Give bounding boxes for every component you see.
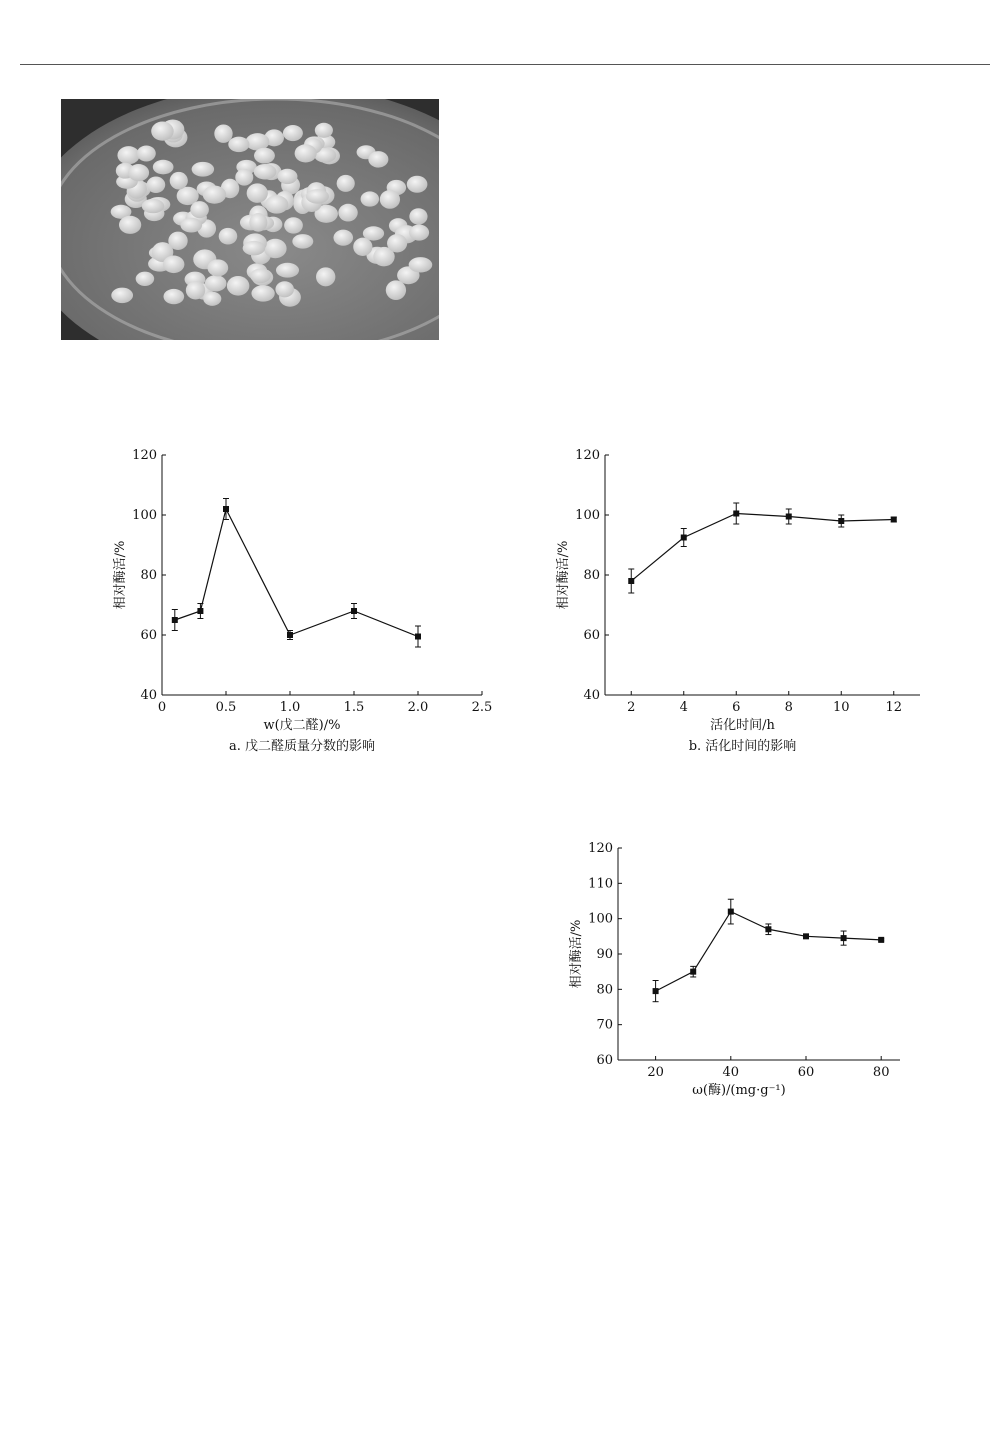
x-tick-label: 40 <box>722 1065 740 1080</box>
chart-a-glutaraldehyde <box>100 440 500 770</box>
y-tick-label: 60 <box>140 628 157 643</box>
bead <box>117 146 139 164</box>
bead <box>316 267 335 286</box>
bead <box>228 137 249 152</box>
y-axis-label: 相对酶活/% <box>569 919 584 989</box>
header-rule <box>20 64 990 65</box>
bead <box>283 125 303 141</box>
bead <box>254 148 275 164</box>
x-tick-label: 80 <box>872 1065 890 1080</box>
y-tick-label: 60 <box>596 1053 613 1068</box>
bead <box>203 292 221 306</box>
x-axis-label: w(戊二醛)/% <box>263 718 341 733</box>
bead <box>380 190 400 209</box>
data-point <box>891 517 897 523</box>
data-point <box>653 988 659 994</box>
x-tick-label: 0 <box>157 700 167 715</box>
bead <box>265 195 288 213</box>
data-point <box>628 578 634 584</box>
petri-dish-beads-photo <box>61 99 439 340</box>
bead <box>361 191 380 206</box>
bead <box>235 169 253 186</box>
y-tick-label: 80 <box>583 568 600 583</box>
series-line <box>631 514 894 582</box>
bead <box>186 281 205 299</box>
y-tick-label: 60 <box>583 628 600 643</box>
bead <box>203 186 226 204</box>
x-tick-label: 2.5 <box>471 700 493 715</box>
bead <box>180 218 202 233</box>
y-tick-label: 70 <box>596 1017 613 1033</box>
data-point <box>803 933 809 939</box>
data-point <box>733 511 739 517</box>
data-point <box>841 935 847 941</box>
y-tick-label: 100 <box>575 508 600 523</box>
bead <box>163 256 184 274</box>
bead <box>251 285 274 301</box>
x-tick-label: 1.5 <box>343 700 365 715</box>
bead <box>368 151 388 168</box>
y-tick-label: 80 <box>140 568 157 583</box>
bead <box>250 269 271 284</box>
bead <box>247 183 268 202</box>
bead <box>192 162 214 177</box>
bead <box>219 228 238 245</box>
chart-b-activation-time <box>520 440 920 770</box>
x-axis-label: 活化时间/h <box>710 718 775 733</box>
bead <box>214 124 232 142</box>
bead <box>409 225 429 241</box>
y-tick-label: 100 <box>132 508 157 523</box>
bead <box>151 122 173 141</box>
bead <box>137 145 156 161</box>
series-line <box>175 509 418 637</box>
y-tick-label: 120 <box>575 448 600 463</box>
x-tick-label: 6 <box>732 700 741 715</box>
bead <box>190 201 209 218</box>
chart-caption: b. 活化时间的影响 <box>688 739 797 754</box>
bead <box>227 276 250 296</box>
bead <box>205 275 227 291</box>
bead <box>387 234 407 252</box>
bead <box>275 281 294 297</box>
bead <box>119 216 141 234</box>
bead <box>295 144 317 162</box>
bead <box>409 208 427 224</box>
bead <box>111 288 133 303</box>
bead <box>277 169 297 184</box>
bead <box>136 272 154 286</box>
bead <box>407 176 428 193</box>
bead <box>315 123 333 138</box>
y-tick-label: 100 <box>588 911 613 927</box>
data-point <box>415 634 421 640</box>
data-point <box>351 608 357 614</box>
data-point <box>197 608 203 614</box>
bead <box>337 175 355 192</box>
data-point <box>838 518 844 524</box>
bead <box>170 172 188 190</box>
x-tick-label: 12 <box>885 700 903 715</box>
x-tick-label: 4 <box>679 700 688 715</box>
data-point <box>786 514 792 520</box>
data-point <box>681 535 687 541</box>
y-tick-label: 40 <box>583 688 600 703</box>
y-tick-label: 90 <box>596 947 613 962</box>
data-point <box>690 969 696 975</box>
bead <box>254 164 277 180</box>
bead <box>207 259 228 276</box>
y-tick-label: 120 <box>588 841 613 856</box>
bead <box>338 204 357 222</box>
x-tick-label: 60 <box>797 1065 815 1080</box>
bead <box>264 239 287 258</box>
y-tick-label: 120 <box>132 448 157 463</box>
y-axis-label: 相对酶活/% <box>556 540 571 610</box>
data-point <box>728 909 734 915</box>
bead <box>128 164 149 181</box>
data-point <box>172 617 178 623</box>
bead <box>163 289 184 304</box>
x-axis-label: ω(酶)/(mg·g⁻¹) <box>692 1083 786 1098</box>
bead <box>306 189 329 204</box>
bead <box>386 280 406 300</box>
data-point <box>223 506 229 512</box>
bead <box>353 238 372 256</box>
chart-c-enzyme-amount <box>550 830 920 1110</box>
bead <box>276 263 299 278</box>
x-tick-label: 0.5 <box>215 700 237 715</box>
data-point <box>765 926 771 932</box>
bead <box>284 217 303 233</box>
bead <box>147 177 166 193</box>
bead <box>243 241 266 256</box>
x-tick-label: 2 <box>627 700 636 715</box>
y-axis-label: 相对酶活/% <box>113 540 128 610</box>
y-tick-label: 40 <box>140 688 157 703</box>
chart-caption: a. 戊二醛质量分数的影响 <box>228 739 376 754</box>
x-tick-label: 20 <box>647 1065 664 1080</box>
data-point <box>287 632 293 638</box>
bead <box>249 213 267 232</box>
bead <box>409 257 433 272</box>
x-tick-label: 8 <box>784 700 793 715</box>
x-tick-label: 2.0 <box>407 700 429 715</box>
bead <box>142 199 165 213</box>
x-tick-label: 10 <box>832 700 850 715</box>
bead <box>333 230 353 246</box>
y-tick-label: 80 <box>596 982 613 998</box>
y-tick-label: 110 <box>588 876 613 892</box>
x-tick-label: 1.0 <box>279 700 301 715</box>
bead <box>292 234 313 249</box>
bead <box>153 160 174 175</box>
data-point <box>878 937 884 943</box>
